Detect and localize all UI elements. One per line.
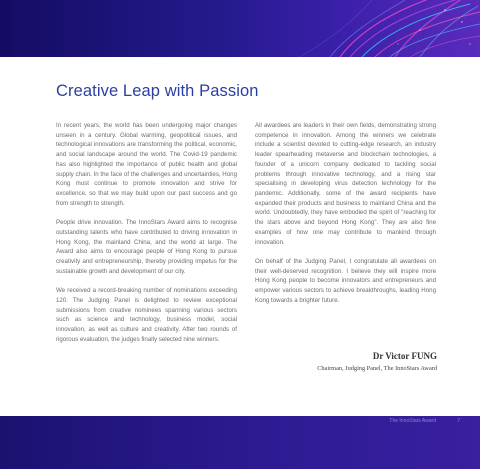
paragraph: On behalf of the Judging Panel, I congratulate all awardees on their well-deserved recognition. I believe they will inspire more Hong Kong people to become innovators and entrepreneurs and empower various sectors to achieve breakthroughs, leading Hong Kong towards a brighter future. bbox=[255, 258, 436, 304]
paragraph: In recent years, the world has been undergoing major changes unseen in a century. Global warming, geopolitical issues, and technological innovations are transforming the political, economic, and social landscape around the world. The Covid-19 pandemic has also highlighted the importance of public health and global supply chain. In the face of the challenges and uncertainties, Hong Kong must continue to promote innovation and strive for excellence, so that we may build upon our past success and go from strength to strength. bbox=[56, 122, 237, 207]
paragraph: We received a record-breaking number of nominations exceeding 120. The Judging Panel is delighted to review exceptional submissions from creative nominees spanning various sectors such as science and technology, business model, social innovation, as well as culture and creativity. After two rounds of rigorous evaluation, the judges finally selected nine winners. bbox=[56, 287, 237, 343]
page-title: Creative Leap with Passion bbox=[56, 82, 259, 100]
decorative-light-streaks bbox=[0, 0, 480, 57]
footer-publication-name: The InnoStars Award bbox=[389, 418, 436, 424]
paragraph: All awardees are leaders in their own fields, demonstrating strong competence in innovation. Among the winners we celebrate include a scientist devoted to cutting-edge research, an industry leader spearheading metaverse and blockchain technologies, a founder of a unicorn company dedicated to tackling social problems through innovative technology, and a rising star specialising in developing virus detection technology for the pandemic. Additionally, some of the award recipients have expanded their products and business to mainland China and the world. Undoubtedly, they have embodied the spirit of "reaching for the stars above and beyond Hong Kong". They are also fine examples of how one may contribute to mankind through innovation. bbox=[255, 122, 436, 246]
page-number: 7 bbox=[457, 418, 460, 424]
right-text-column bbox=[255, 121, 436, 315]
left-text-column bbox=[56, 121, 237, 354]
signature-name: Dr Victor FUNG bbox=[372, 351, 437, 361]
header-banner bbox=[0, 0, 480, 57]
signature-role: Chairman, Judging Panel, The InnoStars Award bbox=[317, 365, 437, 372]
paragraph: People drive innovation. The InnoStars Award aims to recognise outstanding talents who have contributed to driving innovation in Hong Kong, the mainland China, and the world at large. The Award also aims to encourage people of Hong Kong to pursue creativity and entrepreneurship, thereby providing impetus for the sustainable growth and development of our city. bbox=[56, 219, 237, 275]
